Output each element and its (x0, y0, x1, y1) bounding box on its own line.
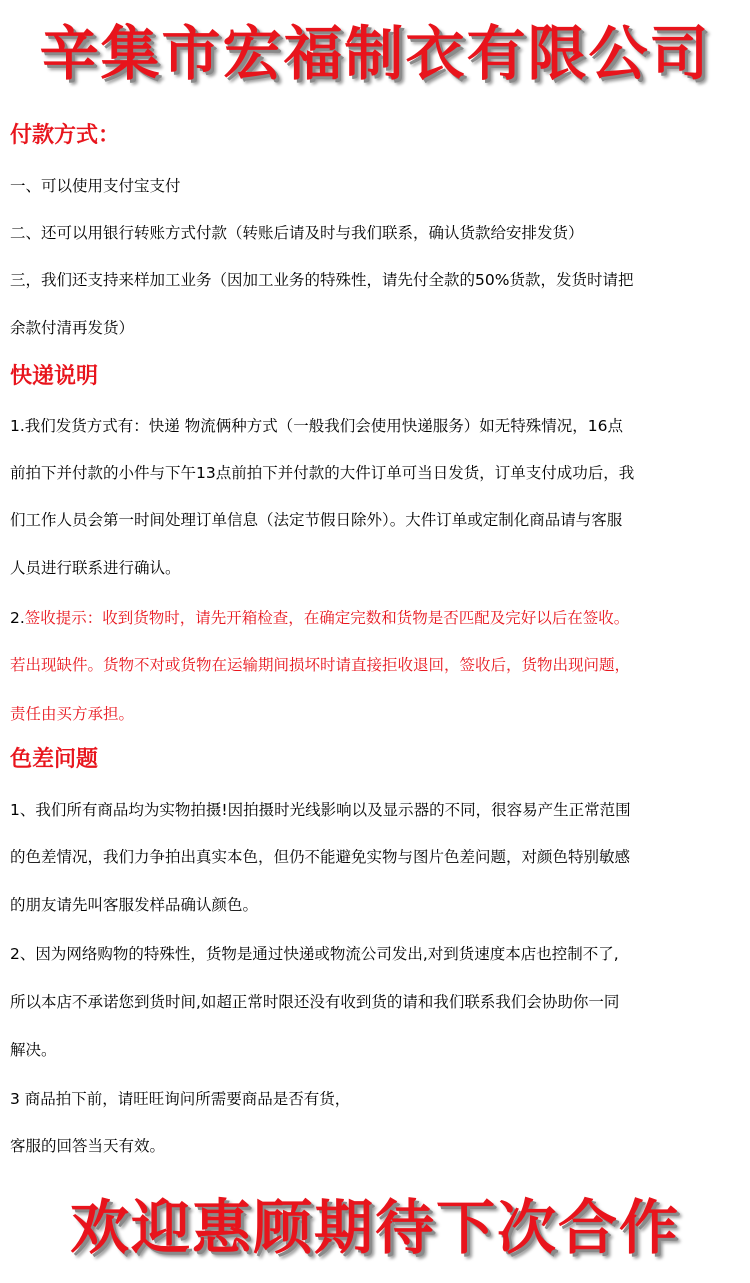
color-line-4: 2、因为网络购物的特殊性，货物是通过快递或物流公司发出,对到货速度本店也控制不了, (10, 945, 619, 963)
color-line-2: 的色差情况，我们力争拍出真实本色，但仍不能避免实物与图片色差问题，对颜色特别敏感 (10, 848, 631, 866)
shipping-line-4: 人员进行联系进行确认。 (10, 559, 181, 577)
shipping-line-3: 们工作人员会第一时间处理订单信息（法定节假日除外）。大件订单或定制化商品请与客服 (10, 511, 623, 529)
color-line-3: 的朋友请先叫客服发样品确认颜色。 (10, 896, 259, 914)
color-line-5: 所以本店不承诺您到货时间,如超正常时限还没有收到货的请和我们联系我们会协助你一同 (10, 993, 620, 1011)
payment-heading: 付款方式： (10, 123, 121, 148)
shipping-warning-prefix: 2. (10, 609, 25, 627)
color-line-6: 解决。 (10, 1041, 57, 1059)
shipping-line-1: 1.我们发货方式有：快递 物流俩种方式（一般我们会使用快递服务）如无特殊情况，16点 (10, 417, 623, 435)
color-line-8: 客服的回答当天有效。 (10, 1137, 166, 1155)
shipping-heading: 快递说明 (10, 364, 99, 389)
shipping-line-2: 前拍下并付款的小件与下午13点前拍下并付款的大件订单可当日发货，订单支付成功后，我 (10, 464, 635, 482)
shipping-warning-line-2: 若出现缺件。货物不对或货物在运输期间损坏时请直接拒收退回，签收后，货物出现问题， (10, 656, 631, 674)
color-heading: 色差问题 (10, 747, 99, 772)
payment-line-2: 二、还可以用银行转账方式付款（转账后请及时与我们联系，确认货款给安排发货） (10, 224, 584, 242)
shipping-warning-text: 签收提示：收到货物时，请先开箱检查，在确定完数和货物是否匹配及完好以后在签收。 (24, 609, 630, 627)
shipping-warning-line-1 (10, 606, 629, 630)
payment-line-3: 三，我们还支持来样加工业务（因加工业务的特殊性，请先付全款的50%货款，发货时请把 (10, 271, 634, 289)
color-line-1: 1、我们所有商品均为实物拍摄!因拍摄时光线影响以及显示器的不同，很容易产生正常范围 (10, 801, 631, 819)
welcome-footer-banner: 欢迎惠顾期待下次合作 (69, 1193, 680, 1262)
payment-line-4: 余款付清再发货） (10, 319, 135, 337)
company-title-banner: 辛集市宏福制衣有限公司 (39, 19, 711, 88)
shipping-warning-line-3: 责任由买方承担。 (10, 705, 135, 723)
color-line-7: 3 商品拍下前，请旺旺询问所需要商品是否有货， (10, 1090, 351, 1108)
payment-line-1: 一、可以使用支付宝支付 (10, 177, 181, 195)
